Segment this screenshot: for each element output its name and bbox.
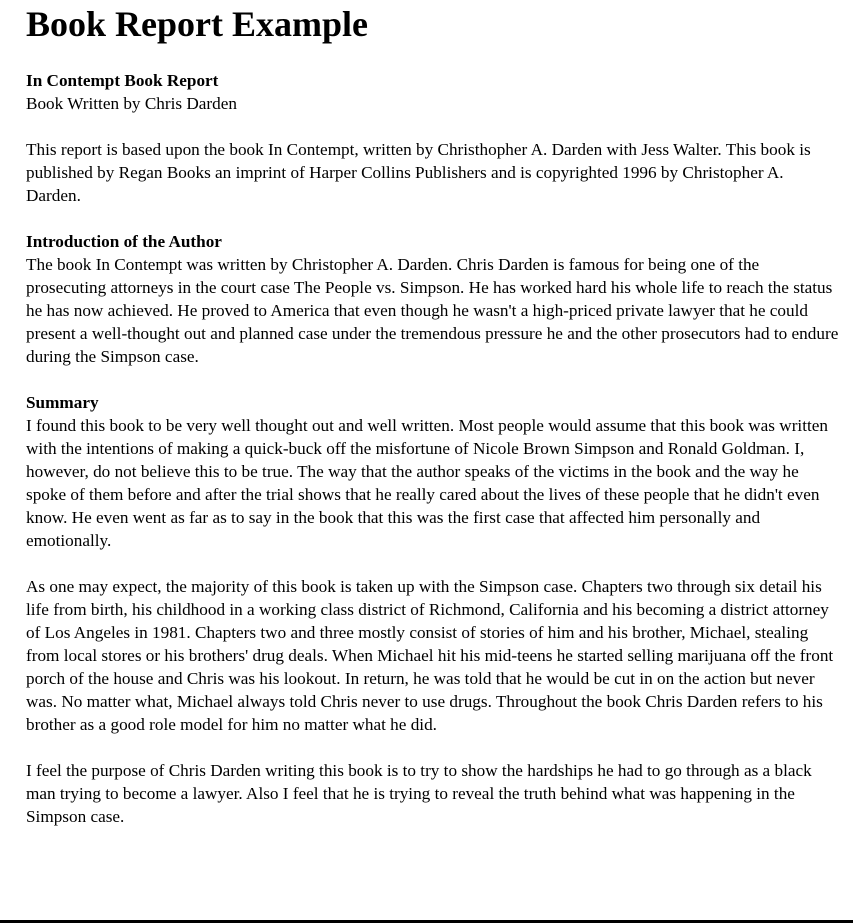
section-paragraph-author: The book In Contempt was written by Christopher A. Darden. Chris Darden is famous for being one of the prosecuting attorneys in the court case The People vs. Simpson. He has worked hard his whole life to reach the status he has now achieved. He proved to America that even though he wasn't a high-priced private lawyer that he could present a well-thought out and planned case under the tremendous pressure he and the other prosecutors had to endure during the Simpson case.: [26, 255, 839, 366]
section-heading-summary: Summary: [26, 393, 99, 412]
report-title: In Contempt Book Report: [26, 71, 219, 90]
document-page: [26, 0, 841, 828]
page-title: Book Report Example: [26, 4, 368, 44]
section-heading-author: Introduction of the Author: [26, 232, 222, 251]
intro-paragraph: This report is based upon the book In Contempt, written by Christhopher A. Darden with Jess Walter. This book is published by Regan Books an imprint of Harper Collins Publishers and is copyrighted 1996 by Christopher A. Darden.: [26, 140, 811, 205]
byline: Book Written by Chris Darden: [26, 94, 237, 113]
body-paragraph: I feel the purpose of Chris Darden writing this book is to try to show the hardships he had to go through as a black man trying to become a lawyer. Also I feel that he is trying to reveal the truth behind what was happening in the Simpson case.: [26, 761, 812, 826]
body-paragraph: As one may expect, the majority of this book is taken up with the Simpson case. Chapters two through six detail his life from birth, his childhood in a working class district of Richmond, California and his becoming a district attorney of Los Angeles in 1981. Chapters two and three mostly consist of stories of him and his brother, Michael, stealing from local stores or his brothers' drug deals. When Michael hit his mid-teens he started selling marijuana off the front porch of the house and Chris was his lookout. In return, he was told that he would be cut in on the action but never was. No matter what, Michael always told Chris never to use drugs. Throughout the book Chris Darden refers to his brother as a good role model for him no matter what he did.: [26, 577, 834, 734]
section-paragraph-summary: I found this book to be very well thought out and well written. Most people would assume that this book was written with the intentions of making a quick-buck off the misfortune of Nicole Brown Simpson and Ronald Goldman. I, however, do not believe this to be true. The way that the author speaks of the victims in the book and the way he spoke of them before and after the trial shows that he really cared about the lives of these people that he didn't even know. He even went as far as to say in the book that this was the first case that affected him personally and emotionally.: [26, 416, 828, 550]
